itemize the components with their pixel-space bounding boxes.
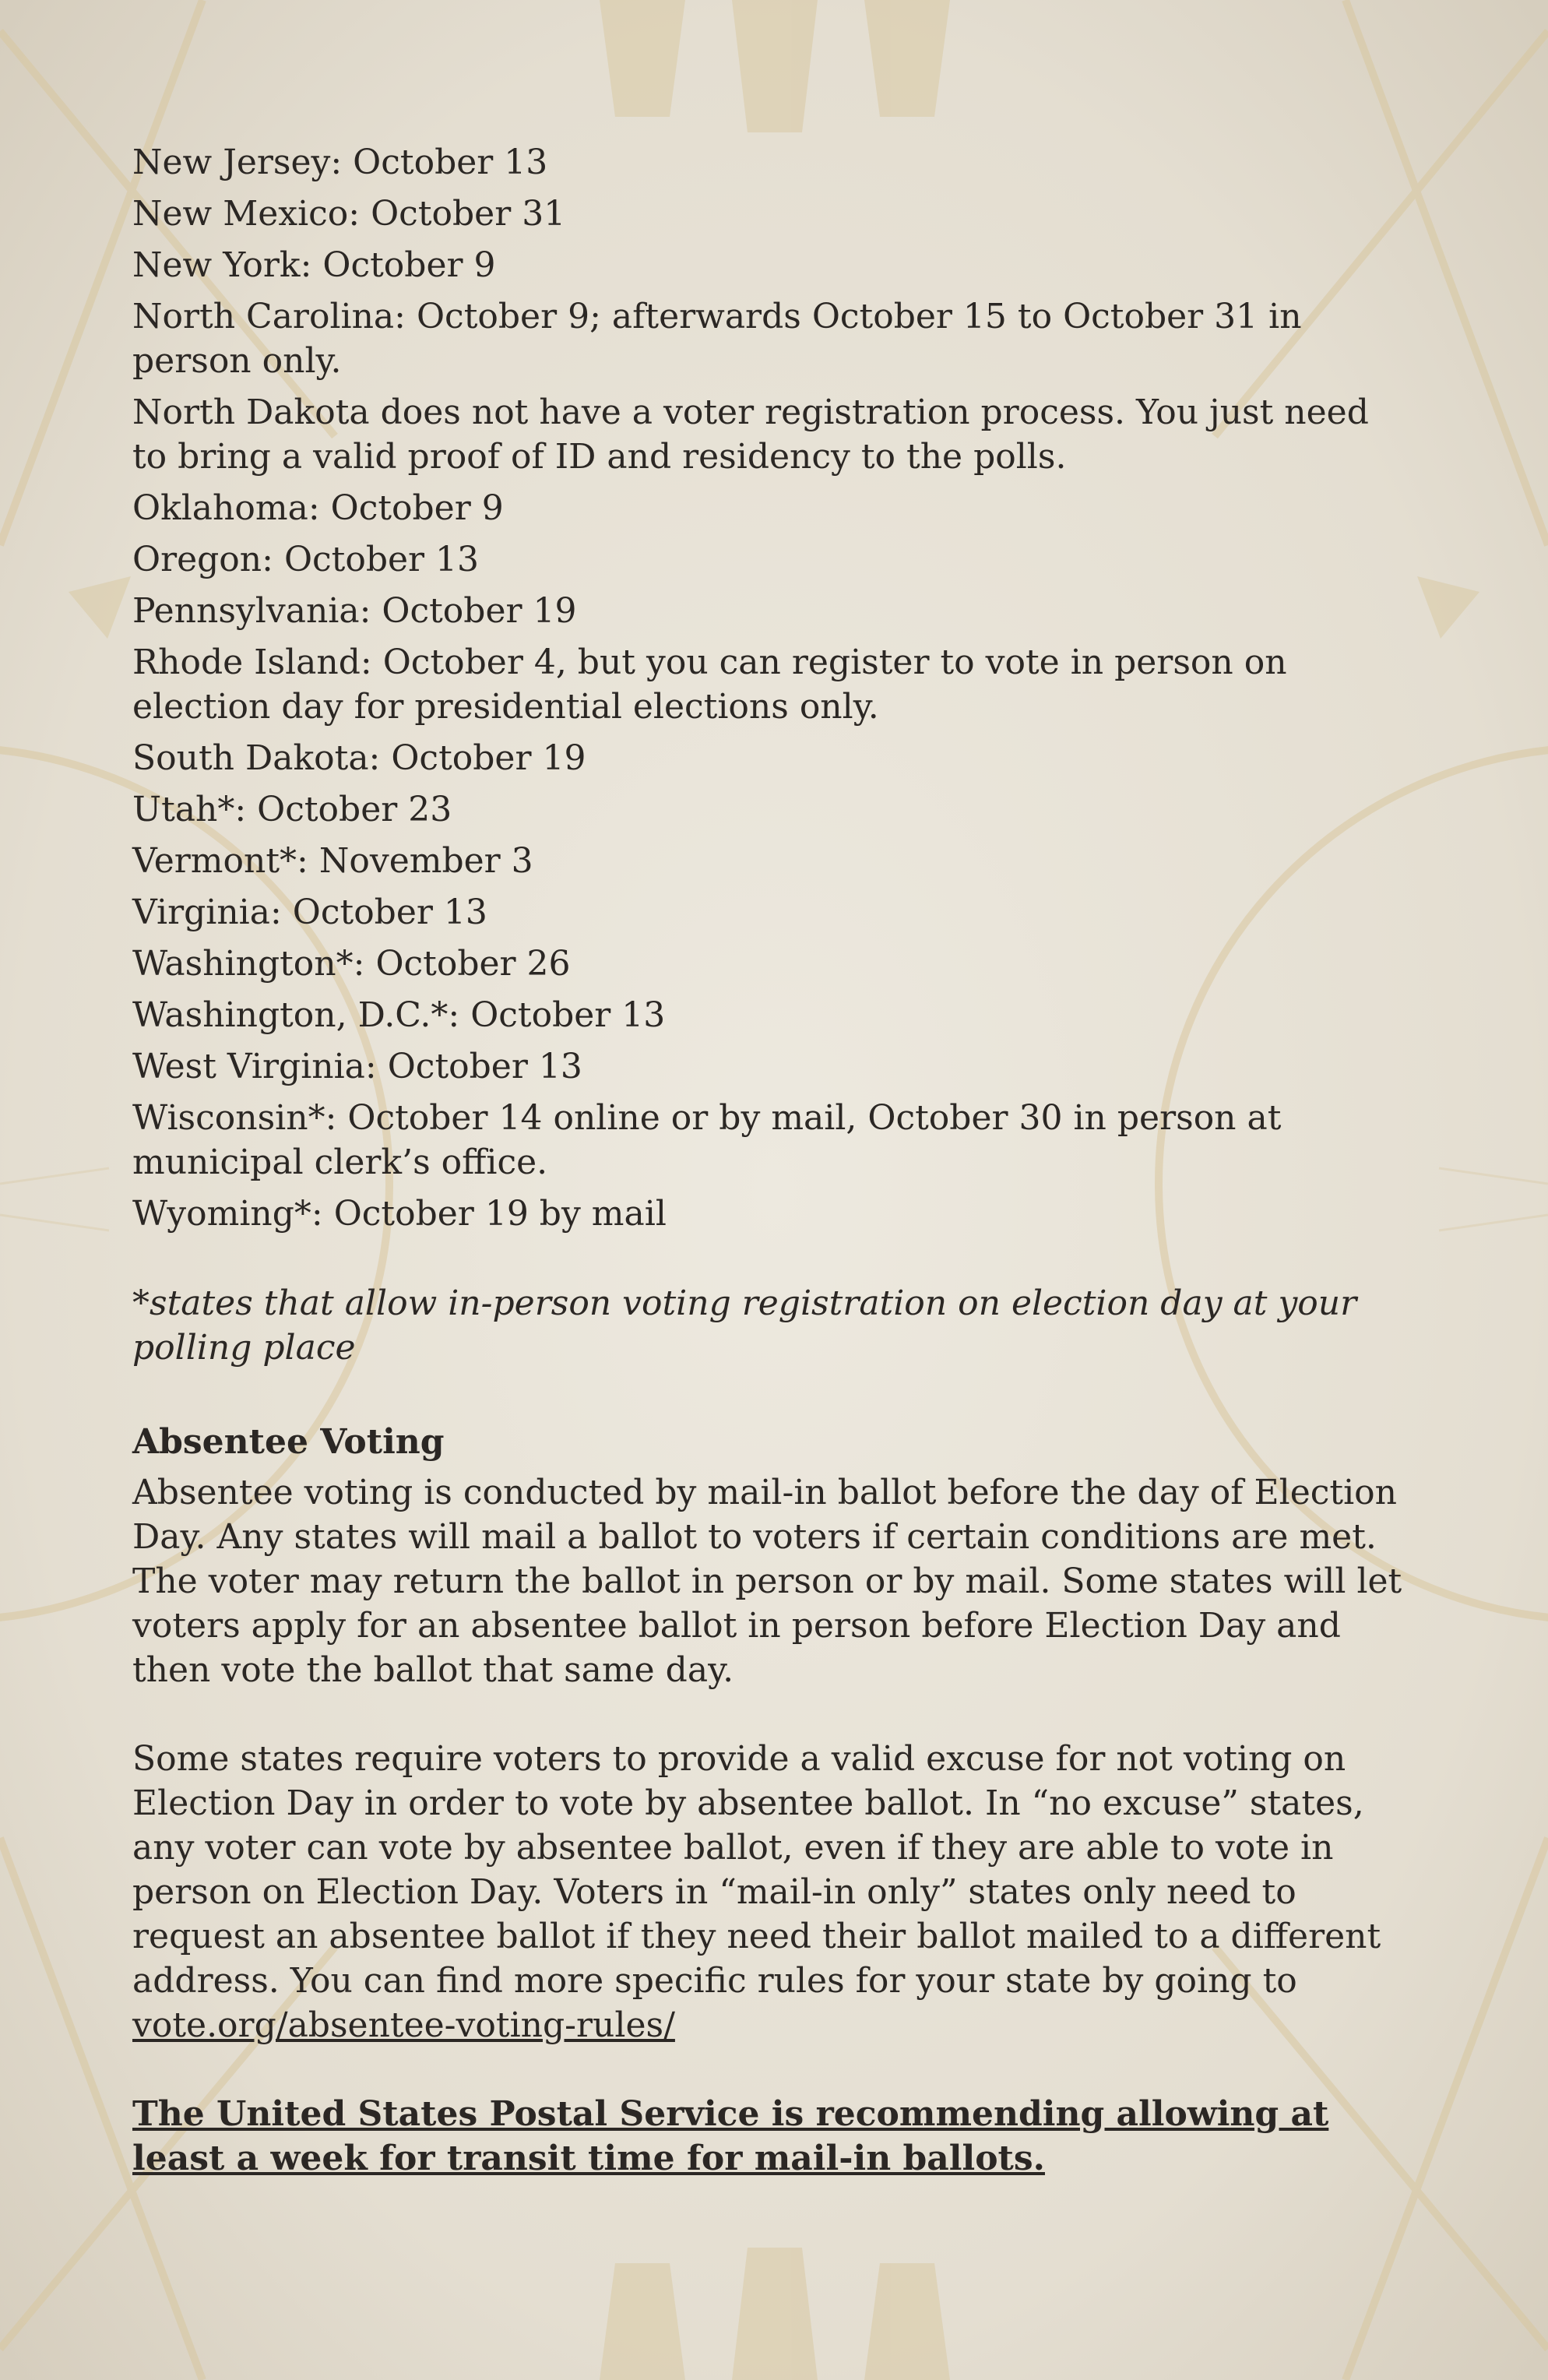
document-body (132, 140, 1409, 2215)
deadline-virginia: Virginia: October 13 (132, 892, 487, 932)
deadline-pennsylvania: Pennsylvania: October 19 (132, 591, 577, 631)
absentee-voting-paragraph-1: Absentee voting is conducted by mail-in ballot before the day of Election Day. Any states will mail a ballot to voters if certain conditions are met. The voter may return the ballot in person or by mail. Some states will let voters apply for an absentee ballot in person before Election Day and then vote the ballot that same day. (132, 1473, 1402, 1690)
deadline-north-dakota: North Dakota does not have a voter registration process. You just need to bring a valid proof of ID and residency to the polls. (132, 393, 1369, 477)
deadline-washington: Washington*: October 26 (132, 944, 571, 984)
absentee-voting-paragraph-2 (132, 1737, 1409, 2047)
absentee-voting-heading: Absentee Voting (132, 1422, 445, 1462)
registration-deadline-list (132, 140, 1409, 1236)
deadline-washington-dc: Washington, D.C.*: October 13 (132, 995, 666, 1035)
deadline-new-mexico: New Mexico: October 31 (132, 194, 566, 234)
deadline-utah: Utah*: October 23 (132, 790, 452, 829)
deadline-new-york: New York: October 9 (132, 245, 496, 285)
deadline-vermont: Vermont*: November 3 (132, 841, 533, 881)
same-day-registration-footnote: *states that allow in-person voting registration on election day at your polling place (132, 1283, 1357, 1368)
deadline-west-virginia: West Virginia: October 13 (132, 1047, 582, 1086)
deadline-oregon: Oregon: October 13 (132, 540, 480, 579)
deadline-south-dakota: South Dakota: October 19 (132, 738, 586, 778)
deadline-rhode-island: Rhode Island: October 4, but you can register to vote in person on election day for presidential elections only. (132, 643, 1287, 727)
deadline-north-carolina: North Carolina: October 9; afterwards October 15 to October 31 in person only. (132, 297, 1302, 381)
deadline-new-jersey: New Jersey: October 13 (132, 143, 548, 182)
deadline-oklahoma: Oklahoma: October 9 (132, 488, 504, 528)
postal-service-notice: The United States Postal Service is recommending allowing at least a week for transit time for mail-in ballots. (132, 2094, 1329, 2178)
deadline-wyoming: Wyoming*: October 19 by mail (132, 1194, 667, 1234)
absentee-rules-link[interactable]: vote.org/absentee-voting-rules/ (132, 2005, 675, 2045)
deadline-wisconsin: Wisconsin*: October 14 online or by mail, October 30 in person at municipal clerk’s office. (132, 1098, 1282, 1182)
absentee-voting-paragraph-2-text: Some states require voters to provide a valid excuse for not voting on Election Day in order to vote by absentee ballot. In “no excuse” states, any voter can vote by absentee ballot, even if they are able to vote in person on Election Day. Voters in “mail-in only” states only need to request an absentee ballot if they need their ballot mailed to a different address. You can find more specific rules for your state by going to (132, 1739, 1381, 2001)
